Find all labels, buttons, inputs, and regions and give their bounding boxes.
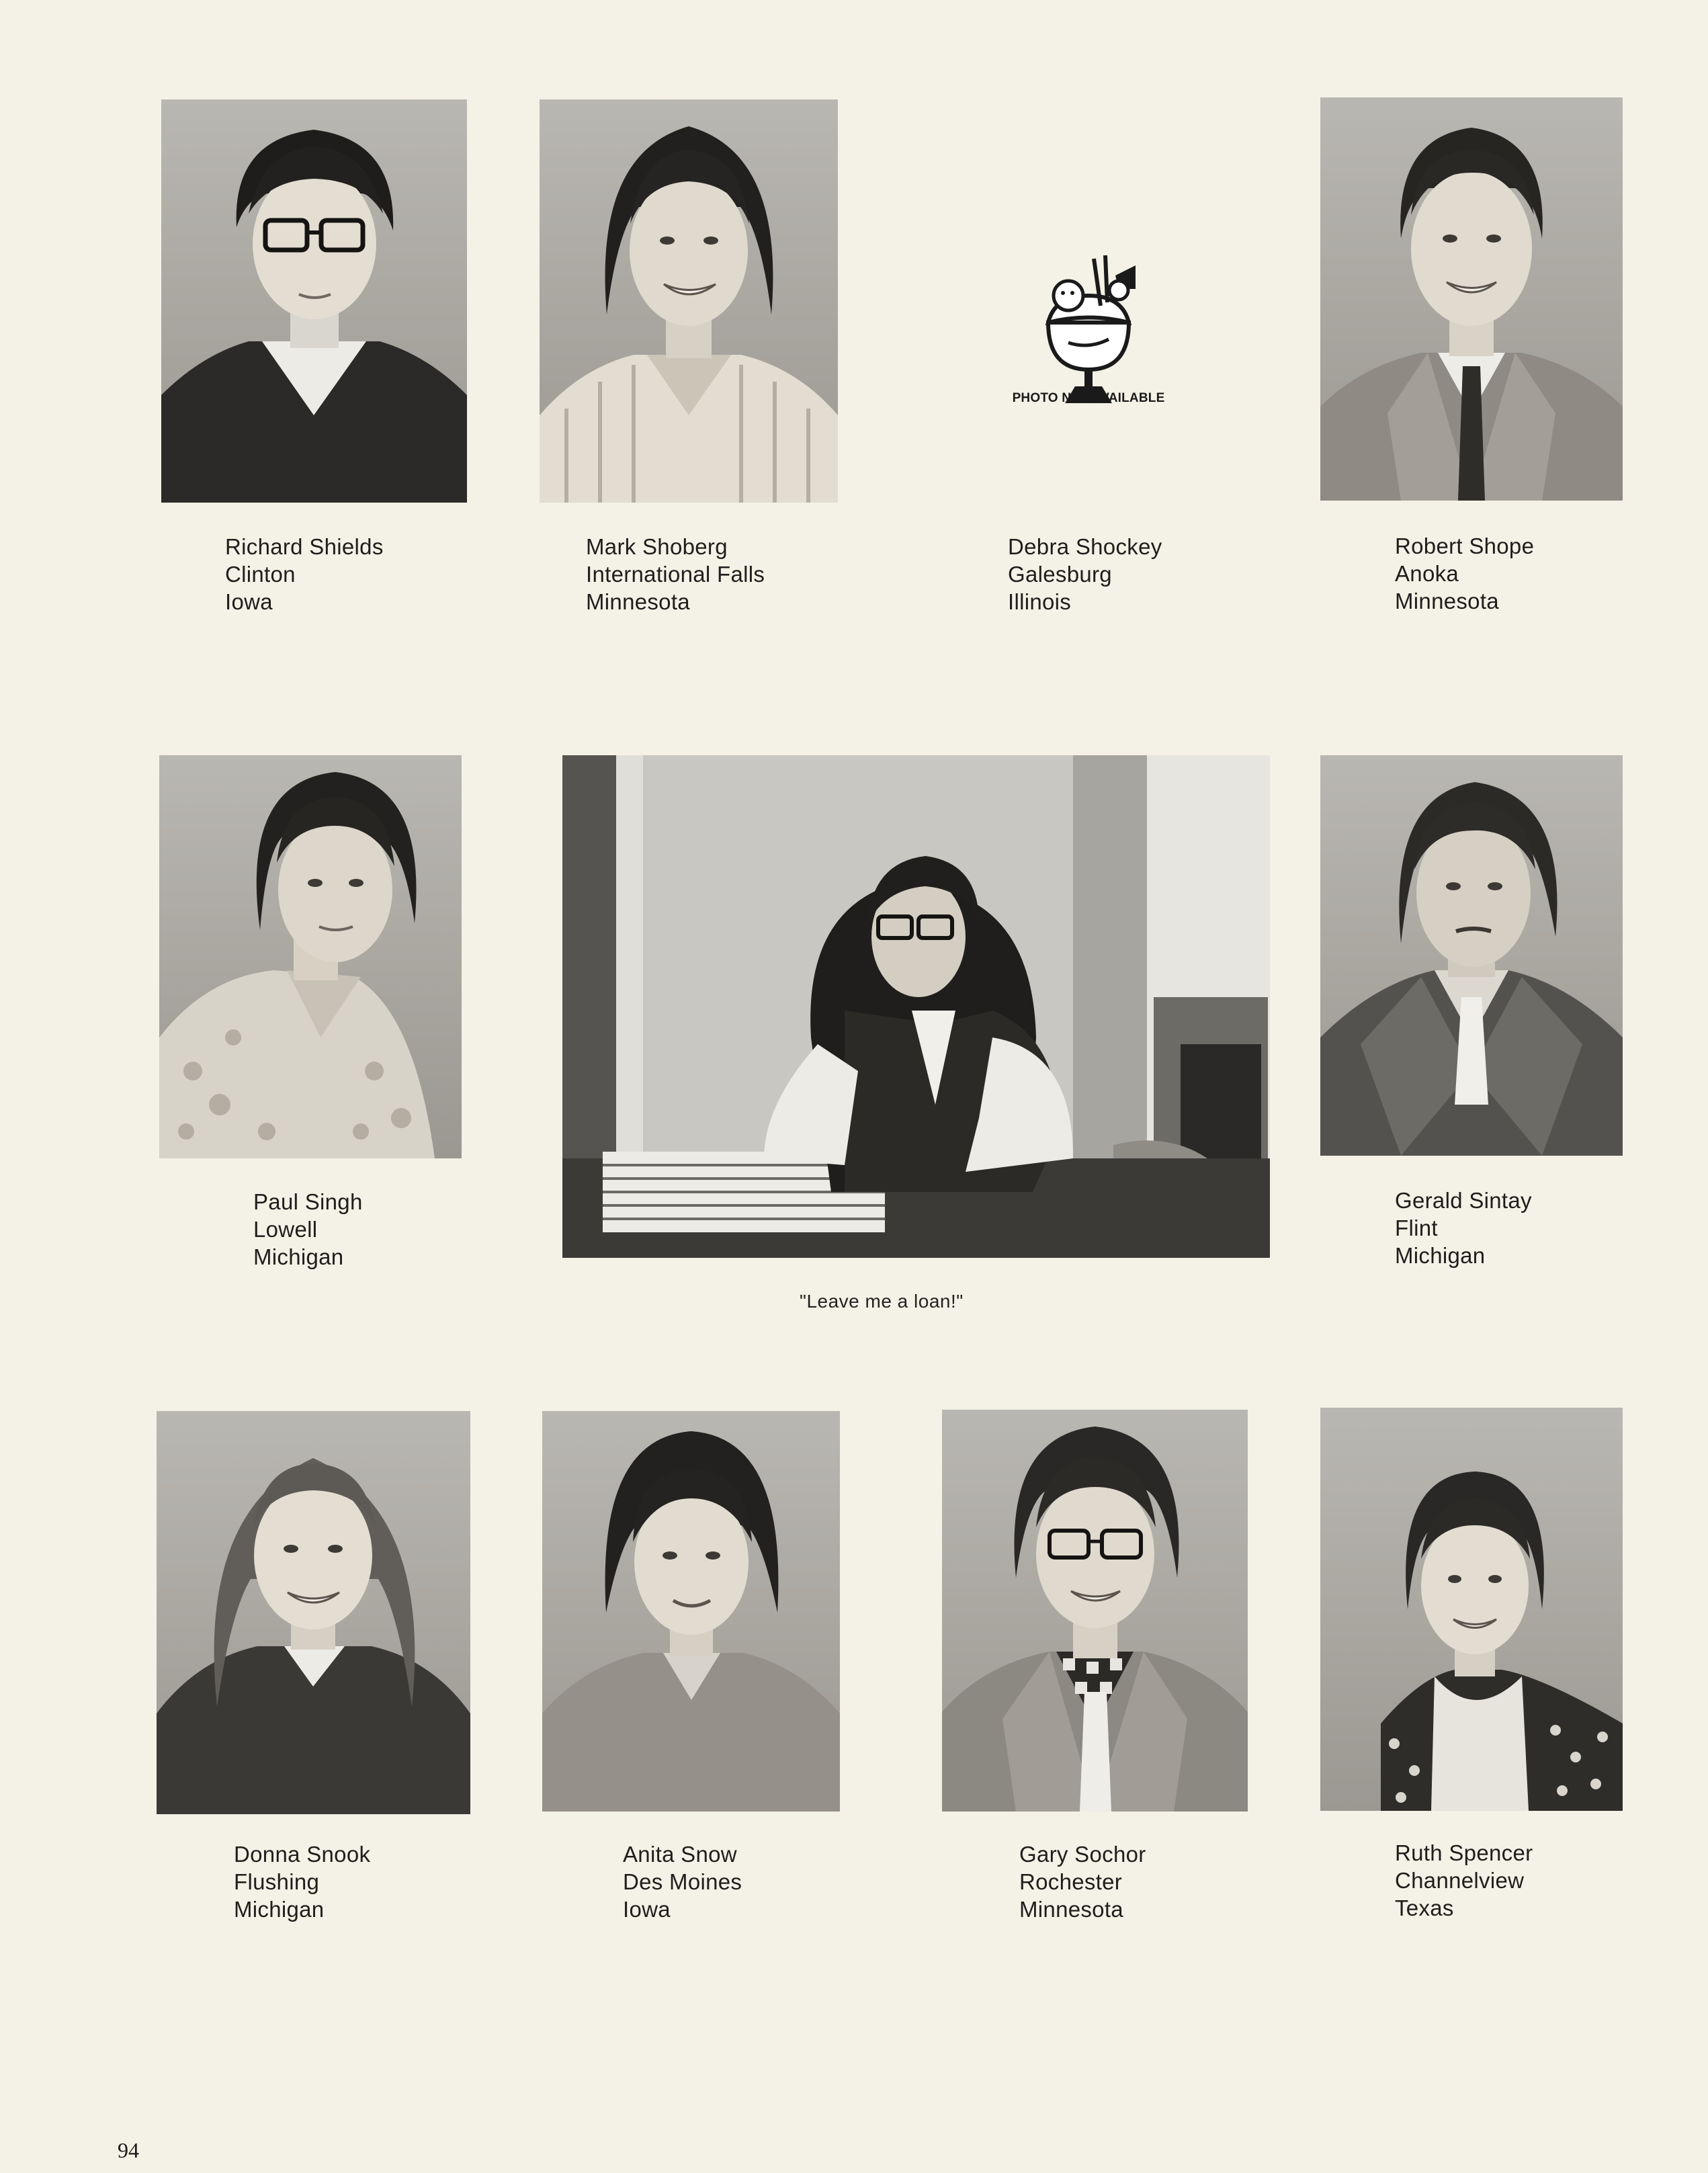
student-portrait-mark-shoberg [540,99,838,503]
student-name: Donna Snook [234,1842,371,1867]
student-state: Iowa [623,1897,671,1922]
student-portrait-gerald-sintay [1320,755,1623,1156]
student-name: Richard Shields [225,534,384,559]
student-portrait-ruth-spencer [1320,1408,1623,1811]
student-name: Anita Snow [623,1842,737,1867]
student-caption [1008,533,1162,615]
student-city: Rochester [1019,1869,1123,1894]
student-state: Iowa [225,589,273,614]
student-name: Robert Shope [1395,534,1535,558]
student-city: Anoka [1395,561,1459,586]
student-name: Paul Singh [253,1189,363,1214]
student-city: Galesburg [1008,562,1112,587]
student-state: Michigan [234,1897,325,1922]
student-city: Clinton [225,562,296,587]
student-caption [1395,1839,1533,1922]
student-name: Gerald Sintay [1395,1188,1532,1213]
student-state: Michigan [1395,1243,1486,1268]
student-portrait-donna-snook [157,1411,470,1814]
student-caption [225,533,384,615]
student-caption [1395,532,1534,615]
student-name: Mark Shoberg [586,534,728,559]
student-state: Texas [1395,1895,1454,1920]
student-caption [234,1840,370,1923]
student-state: Minnesota [1019,1897,1123,1922]
candid-photo-student-at-desk [562,755,1270,1258]
student-name: Debra Shockey [1008,534,1162,559]
student-portrait-richard-shields [161,99,467,503]
student-portrait-paul-singh [159,755,462,1158]
student-caption [586,533,765,615]
student-caption [623,1840,742,1923]
student-portrait-gary-sochor [942,1410,1248,1812]
student-state: Michigan [253,1244,344,1269]
page-number: 94 [118,2138,139,2162]
student-name: Ruth Spencer [1395,1840,1533,1865]
photo-not-available-icon [1028,249,1149,410]
student-portrait-anita-snow [542,1411,840,1812]
student-city: Flushing [234,1869,320,1894]
student-caption [1395,1187,1532,1269]
student-name: Gary Sochor [1019,1842,1146,1867]
student-state: Minnesota [1395,589,1499,613]
student-portrait-robert-shope [1320,97,1623,501]
student-city: Des Moines [623,1869,742,1894]
student-caption [253,1188,363,1271]
student-city: Channelview [1395,1868,1525,1893]
student-caption [1019,1840,1146,1923]
student-state: Illinois [1008,589,1072,614]
student-city: Flint [1395,1216,1438,1240]
candid-photo-caption: "Leave me a loan!" [800,1291,964,1312]
photo-not-available-label: PHOTO NOT AVAILABLE [1012,391,1165,405]
student-city: Lowell [253,1217,318,1242]
student-city: International Falls [586,562,765,587]
student-state: Minnesota [586,589,690,614]
